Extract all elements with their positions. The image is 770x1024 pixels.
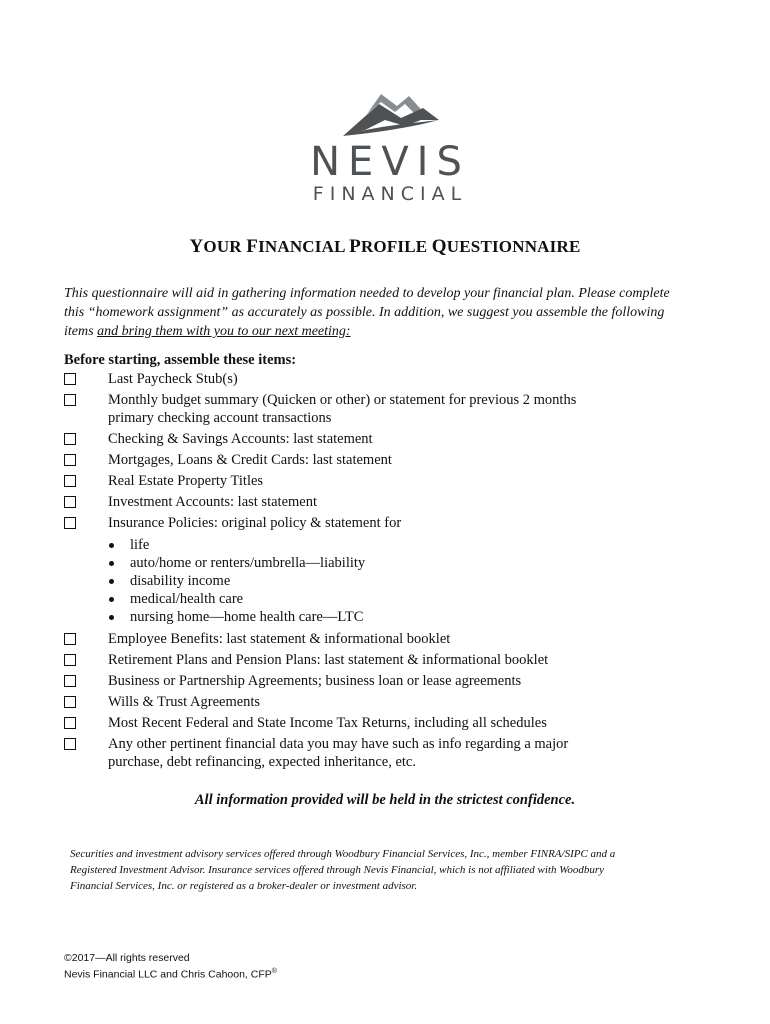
nevis-financial-logo: [305, 90, 475, 208]
mountain-logo-icon: [305, 90, 475, 140]
logo-name-nevis: NEVIS: [310, 139, 470, 185]
checkbox-icon[interactable]: [64, 654, 76, 666]
checkbox-icon[interactable]: [64, 433, 76, 445]
bullet-icon: [109, 579, 114, 584]
company-credit: Nevis Financial LLC and Chris Cahoon, CFP®: [64, 968, 277, 981]
checkbox-icon[interactable]: [64, 475, 76, 487]
bullet-icon: [109, 543, 114, 548]
assemble-heading: Before starting, assemble these items:: [64, 352, 297, 368]
copyright: ©2017—All rights reserved: [64, 952, 190, 964]
checkbox-icon[interactable]: [64, 496, 76, 508]
confidentiality-statement: All information provided will be held in the strictest confidence.: [194, 792, 576, 808]
checkbox-icon[interactable]: [64, 717, 76, 729]
disclaimer: Securities and investment advisory services offered through Woodbury Financial Services, Inc., member FINRA/SIPC and a Registered Investment Advisor. Insurance services offered through Nevis Financial, which is not affiliated with Woodbury Financial Services, Inc. or registered as a broker-dealer or investment advisor.: [70, 848, 616, 892]
bullet-icon: [109, 597, 114, 602]
logo-name-financial: FINANCIAL: [312, 183, 468, 205]
checkbox-icon[interactable]: [64, 394, 76, 406]
bullet-icon: [109, 615, 114, 620]
checkbox-icon[interactable]: [64, 696, 76, 708]
page-title: YOUR FINANCIAL PROFILE QUESTIONNAIRE: [189, 236, 581, 257]
checkbox-icon[interactable]: [64, 373, 76, 385]
checkbox-icon[interactable]: [64, 517, 76, 529]
intro-paragraph: This questionnaire will aid in gathering information needed to develop your financial plan. Please complete this “homework assignment” as accurately as possible. In addition, we suggest you assemble the following items and bring them with you to our next meeting:: [64, 286, 670, 339]
footer: [64, 952, 277, 982]
checkbox-icon[interactable]: [64, 454, 76, 466]
checkbox-icon[interactable]: [64, 633, 76, 645]
checkbox-icon[interactable]: [64, 738, 76, 750]
questionnaire-page: NEVIS FINANCIAL YOUR FINANCIAL PROFILE QUESTIONNAIRE This questionnaire will aid in gathering information needed to develop your financial plan. Please complete this “homework assignment” as accurately as possible. In addition, we suggest you assemble the following items and bring them with you to our next meeting: Before starting, assemble these items: Last Paycheck Stub(s) Monthly budget summary (Quicken or other) or statement for previous 2 months primary checking account transactions Checking & Savings Accounts: last statement Mortgages, Loans & Credit Cards: last statement Real Estate Property Titles Investment Accounts: last statement Insurance Policies: original policy & statement for life auto/home or renters/umbrella—liability disability income medical/health care nursing home—home health care—LTC Employee Benefits: last statement & informational booklet Retirement Plans and Pension Plans: last statement & informational booklet Business or Partnership Agreements; business loan or lease agreements Wills & Trust Agreements Most Recent Federal and State Income Tax Returns, including all schedules Any other pertinent financial data you may have such as info regarding a major purchase, debt refinancing, expected inheritance, etc. All information provided will be held in the strictest confidence. Securities and investment advisory services offered through Woodbury Financial Services, Inc., member FINRA/SIPC and a Registered Investment Advisor. Insurance services offered through Nevis Financial, which is not affiliated with Woodbury Financial Services, Inc. or registered as a broker-dealer or investment advisor. ©2017—All rights reserved Nevis Financial LLC and Chris Cahoon, CFP®: [0, 0, 770, 1024]
checkbox-icon[interactable]: [64, 675, 76, 687]
bullet-icon: [109, 561, 114, 566]
